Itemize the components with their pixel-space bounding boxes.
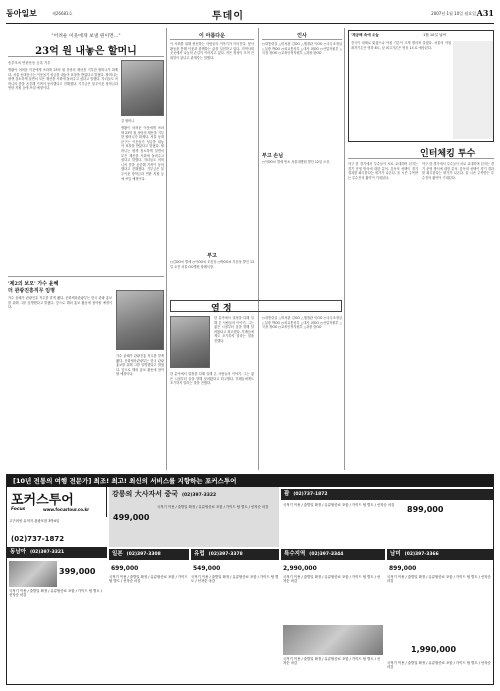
ad-details: 국적기 이용 / 출발일 확정 / 유류할증료 포함 / 가이드 팁 별도 / 선착순 마감 <box>191 575 279 584</box>
ad-price: 2,990,000 <box>283 565 317 572</box>
feature-headline: 23억 원 내놓은 할머니 <box>35 46 137 57</box>
column-body: 야구 한 경기에서 투수들이 서로 교대하며 던지는 경기 운영 방식에 대한 분석. 감독의 선택이 경기 결과를 좌우한다는 평가가 나온다. 올 시즌 주목받는 투수진의 활약이 기대된다. <box>348 162 418 180</box>
sub-article-photo <box>116 290 164 350</box>
column-divider <box>344 28 345 470</box>
weather-box <box>348 30 494 142</box>
column-title: 인사 <box>297 33 307 39</box>
divider <box>262 39 342 40</box>
ad-region-southamerica: 남미 (02)397-3366 <box>387 549 493 560</box>
interview-header-box <box>170 300 342 312</box>
feature-byline: 송부모씨 연탄운동 등록 기부 <box>8 61 51 65</box>
interview-photo <box>170 316 210 368</box>
column-body-lower: ○대통령실 △비서관 김OO △행정관 이OO ○국무조정실 △실장 박OO ○외교통상부 △대사 최OO ○산업자원부 △국장 정OO ○교육인적자원부 △과장 한OO <box>262 316 342 330</box>
ad-price: 1,990,000 <box>411 645 457 654</box>
interview-body: 한 분야에서 열정을 다해 일해 온 사람들의 이야기. 그는 젊은 시절부터 꿈을 향해 달려왔다고 회고했다. 후배들에게도 포기하지 말라는 말을 전했다. <box>170 372 254 386</box>
weather-map <box>453 41 493 139</box>
ad-focus-logo: Focus <box>11 507 26 512</box>
ad-details: 국적기 이용 / 출발일 확정 / 유류할증료 포함 / 가이드 팁 별도 / 선착순 마감 <box>283 657 381 666</box>
masthead <box>6 6 494 24</box>
ad-price: 499,000 <box>113 513 150 522</box>
column-body: ○대통령실 △비서관 김OO △행정관 이OO ○국무조정실 △실장 박OO ○외교통상부 △대사 최OO ○산업자원부 △국장 정OO ○교육인적자원부 △과장 한OO <box>262 42 342 56</box>
sub-article-title: '제2의 보모' 가수 윤혜 더 관광진흥직무 임명 <box>8 281 59 294</box>
ad-logo: 포커스투어 <box>11 493 74 508</box>
issue-number: 제26683호 <box>52 11 73 16</box>
feature-kicker: "어려운 이웃에게 보낼 원이면..." <box>51 34 121 39</box>
ad-region-japan: 일본 (02)397-3308 <box>109 549 189 560</box>
ad-price: 549,000 <box>193 565 221 572</box>
ad-price: 699,000 <box>111 565 139 572</box>
ad-region-southeast: 동남아 (02)397-3321 <box>7 547 107 558</box>
page-number: A31 <box>476 8 494 18</box>
ad-phone: (02)737-1872 <box>11 535 65 543</box>
divider <box>348 158 494 159</box>
feature-body-cont: 생활이 어려운 이웃에게 쓰라며 23억 원 상당의 재산을 기부한 할머니가 화제다. 서울 동대문구는 이웃돕기 성금을 내놓아 표창을 받았다고 밝혔다. 할머니는 평생 검소하게 살면서 모은 재산을 사회에 돌려주고 싶다고 말했다. 자녀들도 어머니의 뜻을 존중해 기꺼이 동의했다고 전해졌다. 기부금은 불우이웃 장학금과 연탄 지원 등에 쓰일 예정이다. <box>121 126 164 181</box>
column-title: 인터체킹 투수 <box>420 149 476 159</box>
ad-price: 899,000 <box>389 565 417 572</box>
ad-region-europe: 유럽 (02)397-3378 <box>191 549 279 560</box>
photo-caption: 김 할머니 <box>121 119 135 123</box>
column-body-cont: 야구 한 경기에서 투수들이 서로 교대하며 던지는 경기 운영 방식에 대한 분석. 감독의 선택이 경기 결과를 좌우한다는 평가가 나온다. 올 시즌 주목받는 투수진의 활약이 기대된다. <box>422 162 494 180</box>
sub-article-body: 가수 윤혜가 관광진흥 직무를 맡게 됐다. 문화체육관광부는 한국 관광 홍보를 위해 그를 임명했다고 밝혔다. 앞으로 해외 홍보 활동에 참여할 예정이다. <box>8 296 112 310</box>
interview-body-side: 한 분야에서 열정을 다해 일해 온 사람들의 이야기. 그는 젊은 시절부터 꿈을 향해 달려왔다고 회고했다. 후배들에게도 포기하지 말라는 말을 전했다. <box>214 316 254 343</box>
divider <box>170 39 254 40</box>
obit-title: 부고 <box>207 253 217 259</box>
ad-price: 899,000 <box>407 505 444 514</box>
column-sub-body: ○이OO씨 별세 빈소 서울대병원 발인 12일 오전. <box>262 160 331 164</box>
column-body: 이 사회를 위해 헌신하는 사람들의 이야기가 이어진다. 봉사활동을 통해 이웃과 함께하는 삶을 실천하고 있다. 지역사회 곳곳에서 나눔의 손길이 이어지고 있다. 작은 정성이 모여 큰 희망이 된다고 관계자는 말했다. <box>170 42 254 60</box>
obit-body: ○김OO씨 별세 ○이OO씨 모친상 ○박OO씨 부친상 발인 13일 오전 서울 OO병원 장례식장. <box>170 260 254 269</box>
ad-url[interactable]: www.focustour.co.kr <box>43 507 90 512</box>
ad-region-guam: 괌 (02)737-1872 <box>281 489 493 500</box>
ad-details: 국적기 이용 / 출발일 확정 / 유류할증료 포함 / 가이드 팁 별도 / 선착순 마감 <box>283 503 395 507</box>
ad-photo <box>9 561 57 587</box>
ad-notice: 고구려성 유적지 관광포함 3박4일 <box>9 519 60 523</box>
divider <box>8 276 164 277</box>
ad-details: 국적기 이용 / 출발일 확정 / 유류할증료 포함 / 가이드 팁 별도 / 선착순 마감 <box>109 575 188 584</box>
issue-date: 2007년 1월 10일 월요일 <box>431 11 476 16</box>
column-divider <box>166 28 167 470</box>
weather-body: 전국이 대체로 맑겠으나 아침 기온이 크게 떨어져 춥겠다. 서울의 아침 최저기온은 영하 8도, 낮 최고기온은 영상 1도로 예상된다. <box>351 41 451 50</box>
feature-photo <box>121 60 164 116</box>
section-title: 투데이 <box>212 11 244 22</box>
ad-details: 국적기 이용 / 출발일 확정 / 유류할증료 포함 / 가이드 팁 별도 / 선착순 마감 <box>387 575 491 584</box>
ad-details: 국적기 이용 / 출발일 확정 / 유류할증료 포함 / 가이드 팁 별도 / 선착순 마감 <box>283 575 381 584</box>
weather-note: 1월 10일 날씨 <box>423 33 447 37</box>
tour-ad <box>6 474 494 685</box>
ad-logo-box <box>7 487 107 517</box>
ad-details: 국적기 이용 / 출발일 확정 / 유류할증료 포함 / 가이드 팁 별도 / 선착순 마감 <box>157 505 269 509</box>
sub-article-body-cont: 가수 윤혜가 관광진흥 직무를 맡게 됐다. 문화체육관광부는 한국 관광 홍보를 위해 그를 임명했다고 밝혔다. 앞으로 해외 홍보 활동에 참여할 예정이다. <box>116 354 164 377</box>
ad-top-banner: [10년 전통의 여행 전문가] 최조! 최고! 최신의 서비스를 지향하는 포커스투어 <box>7 475 494 487</box>
divider <box>8 56 164 57</box>
ad-details: 국적기 이용 / 출발일 확정 / 유류할증료 포함 / 가이드 팁 별도 / 선착순 마감 <box>387 661 491 670</box>
weather-header: '제공해 속에 오늘 <box>351 33 379 37</box>
column-divider <box>258 28 259 470</box>
column-subtitle: 부고 손님 <box>262 153 284 159</box>
ad-region-special: 특수지역 (02)397-3344 <box>281 549 385 560</box>
ad-photo <box>283 625 383 655</box>
ad-region-china: 강릉의 大사자서 중국 (02)397-3322 <box>112 490 217 498</box>
column-title: 이 아름다운 <box>199 33 225 39</box>
ad-details: 국적기 이용 / 출발일 확정 / 유류할증료 포함 / 가이드 팁 별도 / 선착순 마감 <box>9 589 102 598</box>
feature-body: 생활이 어려운 이웃에게 쓰라며 23억 원 상당의 재산을 기부한 할머니가 화제다. 서울 동대문구는 이웃돕기 성금을 내놓아 표창을 받았다고 밝혔다. 할머니는 평생 검소하게 살면서 모은 재산을 사회에 돌려주고 싶다고 말했다. 자녀들도 어머니의 뜻을 존중해 기꺼이 동의했다고 전해졌다. 기부금은 불우이웃 장학금과 연탄 지원 등에 쓰일 예정이다. <box>8 68 118 91</box>
paper-name: 동아일보 <box>6 8 37 18</box>
ad-price: 399,000 <box>59 567 96 576</box>
interview-title: 열 정 <box>211 304 232 314</box>
